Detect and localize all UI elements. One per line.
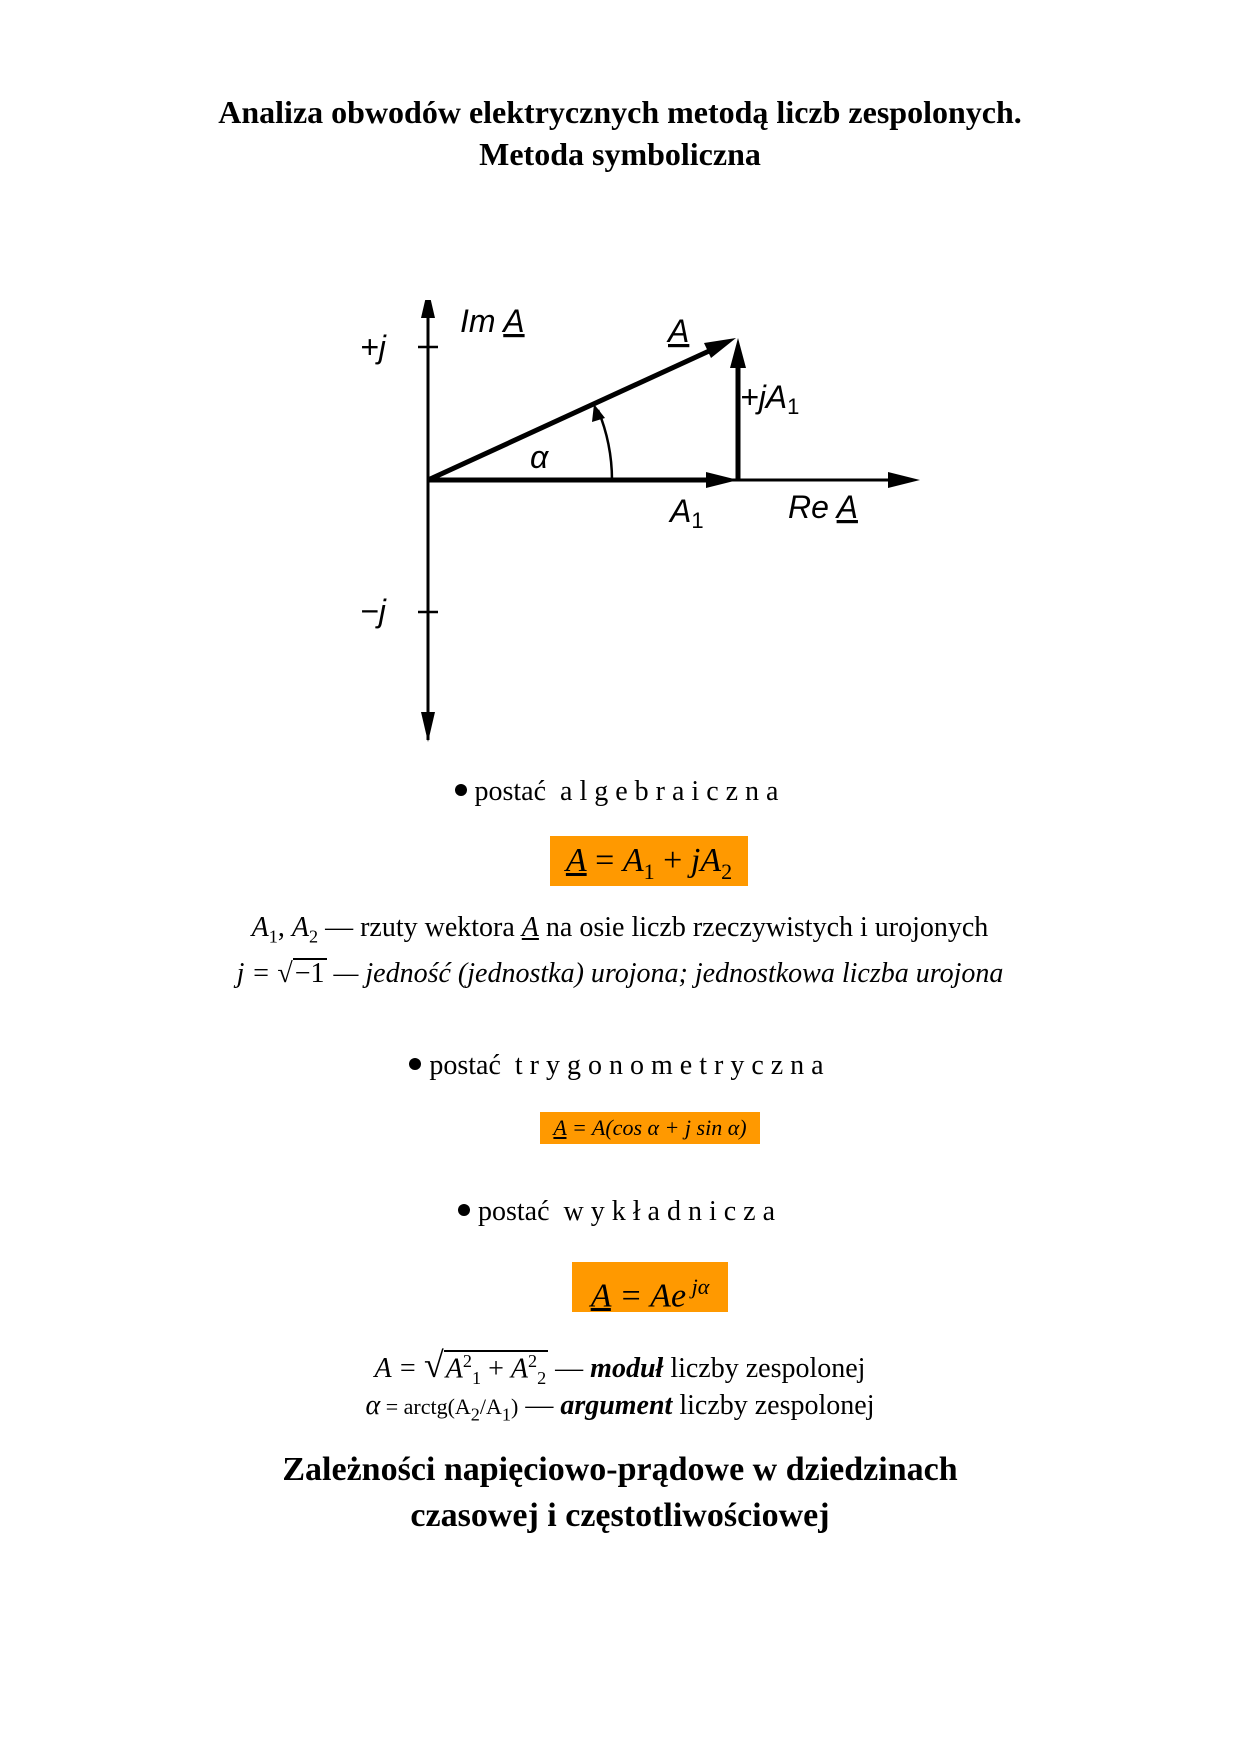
a1-label-sub: 1: [691, 508, 704, 533]
formula-rest: = A(cos α + j sin α): [566, 1115, 747, 1140]
ja1-label-sub: 1: [787, 394, 800, 419]
arg-word: argument: [560, 1390, 673, 1421]
modulus-radicand: [444, 1350, 548, 1387]
modulus-a1: A: [445, 1353, 463, 1384]
arg-dash: —: [518, 1390, 561, 1421]
arg-rest: liczby zespolonej: [672, 1390, 875, 1421]
heading-spaced: algebraiczna: [560, 776, 786, 807]
imaginary-axis-arrow-up: [421, 300, 435, 318]
heading-word: postać: [429, 1050, 501, 1081]
algebraic-heading: [0, 776, 1240, 808]
a1-label: [668, 493, 704, 533]
alpha-arc-arrow: [592, 404, 605, 422]
phasor-diagram: [360, 300, 940, 750]
j-def-radicand: −1: [294, 958, 325, 989]
re-label: [788, 489, 858, 525]
re-label-text: Re: [788, 489, 829, 525]
desc-sub2: 2: [308, 926, 319, 947]
plus-j-label: +j: [360, 329, 386, 365]
ja1-vector-arrow: [730, 338, 746, 368]
section-heading-line1: Zależności napięciowo-prądowe w dziedzinach: [282, 1451, 958, 1488]
heading-word: postać: [474, 776, 547, 807]
modulus-definition: [0, 1344, 1240, 1387]
heading-spaced: wykładnicza: [563, 1196, 783, 1227]
heading-word: postać: [477, 1196, 550, 1227]
arg-lhs: α: [365, 1390, 381, 1421]
modulus-sup2: 2: [527, 1350, 538, 1371]
page-title: Analiza obwodów elektrycznych metodą liczb zespolonych.: [218, 94, 1022, 130]
re-label-a: A: [836, 489, 858, 525]
arg-sub1: 1: [501, 1404, 511, 1425]
modulus-rest: liczby zespolonej: [663, 1353, 866, 1384]
arg-slash: /A: [479, 1394, 502, 1419]
arg-sub2: 2: [470, 1404, 480, 1425]
desc-a2: A: [291, 912, 309, 943]
modulus-a2: A: [510, 1353, 528, 1384]
formula-sub1: 1: [643, 858, 655, 884]
sqrt-icon: √: [424, 1345, 444, 1385]
arg-close: ): [510, 1394, 519, 1419]
modulus-sub2: 2: [537, 1367, 547, 1388]
a-vector-arrow: [704, 338, 736, 358]
desc-text2: na osie liczb rzeczywistych i urojonych: [538, 912, 989, 943]
modulus-dash: —: [548, 1353, 591, 1384]
trigonometric-formula: [540, 1112, 760, 1144]
formula-a: A: [553, 1115, 567, 1140]
formula-a: A: [590, 1277, 611, 1315]
desc-a1: A: [251, 912, 269, 943]
modulus-plus: +: [481, 1353, 511, 1384]
desc-text1: — rzuty wektora: [318, 912, 522, 943]
alpha-arc: [598, 410, 612, 480]
a-vector: [428, 346, 720, 480]
arg-eq: = arctg(A: [380, 1394, 471, 1419]
formula-eq: = Ae: [610, 1277, 687, 1315]
bullet-icon: [409, 1058, 421, 1070]
heading-spaced: trygonometryczna: [514, 1050, 831, 1081]
a-vector-label: A: [668, 313, 690, 349]
sqrt-icon: √: [277, 958, 293, 989]
algebraic-formula: [550, 836, 748, 886]
ja1-label: [740, 379, 799, 419]
page-subtitle: Metoda symboliczna: [479, 136, 761, 172]
j-def-lhs: j =: [236, 958, 278, 989]
desc-comma: ,: [277, 912, 292, 943]
j-def-text: — jedność (jednostka) urojona; jednostkowa liczba urojona: [326, 958, 1004, 989]
argument-definition: [0, 1390, 1240, 1426]
minus-j-label: −j: [360, 593, 386, 629]
ja1-label-text: +jA: [740, 379, 788, 415]
exponential-formula: [572, 1262, 728, 1315]
formula-ja2: jA: [690, 842, 722, 879]
a1-vector-arrow: [706, 472, 738, 488]
formula-exponent: jα: [686, 1274, 710, 1299]
formula-eq: =: [586, 842, 623, 879]
section-heading-line2: czasowej i częstotliwościowej: [410, 1497, 830, 1534]
imaginary-unit-definition: [0, 958, 1240, 990]
desc-vector: A: [521, 912, 539, 943]
modulus-sup1: 2: [462, 1350, 472, 1371]
a1-label-text: A: [670, 493, 692, 529]
exponential-heading: [0, 1196, 1240, 1228]
formula-plus: +: [654, 842, 691, 879]
modulus-sub1: 1: [471, 1367, 482, 1388]
projections-description: [0, 912, 1240, 948]
imaginary-axis-arrow-down: [421, 712, 435, 742]
desc-sub1: 1: [268, 926, 278, 947]
im-label-a: A: [503, 303, 525, 339]
im-label-text: Im: [460, 303, 496, 339]
formula-sub2: 2: [721, 858, 733, 884]
formula-a1: A: [622, 842, 644, 879]
modulus-lhs: A =: [374, 1353, 425, 1384]
modulus-word: moduł: [590, 1353, 664, 1384]
bullet-icon: [458, 1204, 470, 1216]
bullet-icon: [455, 784, 467, 796]
trigonometric-heading: [0, 1050, 1240, 1082]
real-axis-arrow: [888, 472, 920, 488]
alpha-label: α: [530, 439, 549, 475]
im-label: [460, 303, 525, 339]
formula-a: A: [565, 842, 587, 879]
